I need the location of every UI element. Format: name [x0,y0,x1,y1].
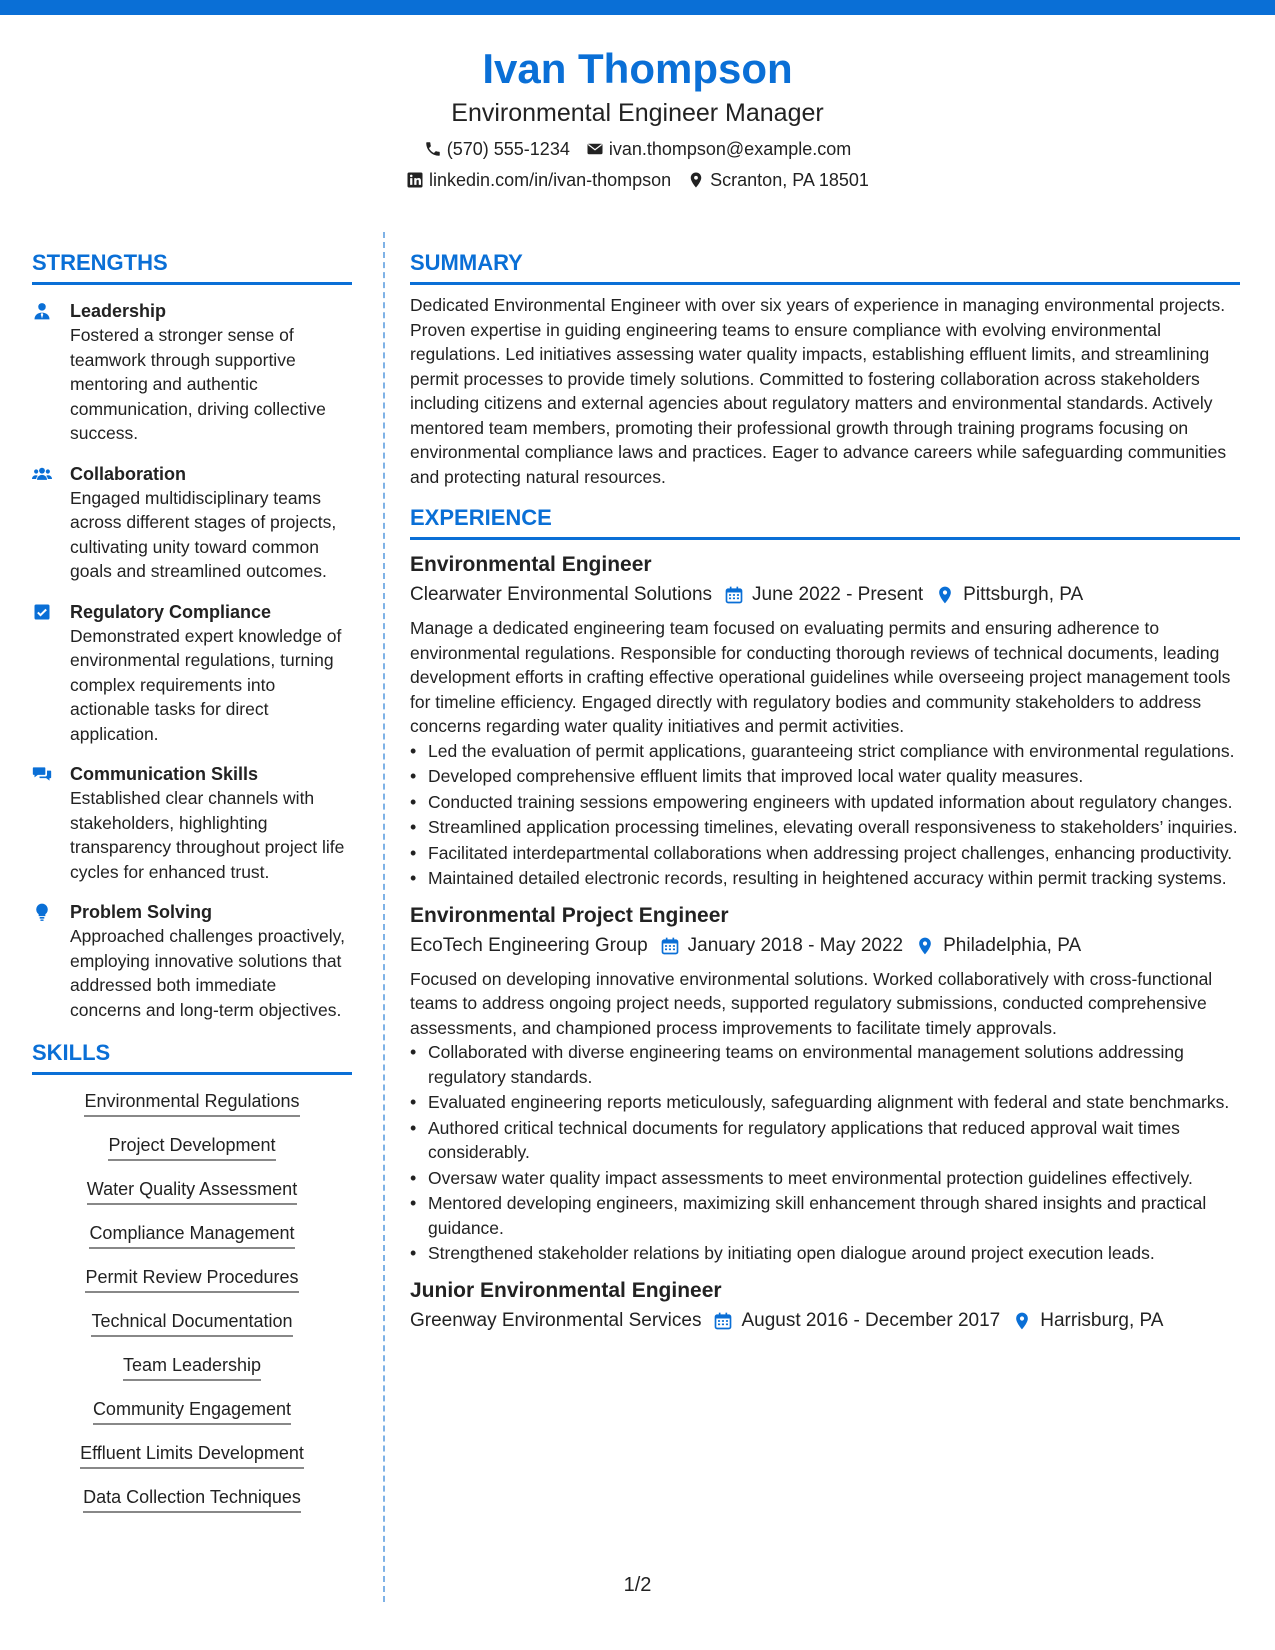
checkbox-icon [32,602,52,622]
map-pin-icon [935,585,955,605]
job-bullet: • Conducted training sessions empowering engineers with updated information about regulatory changes. [410,790,1240,815]
comments-icon [32,764,52,784]
job-bullet: • Mentored developing engineers, maximizing skill enhancement through shared insights and practical guidance. [410,1191,1240,1240]
job-bullet: • Facilitated interdepartmental collaborations when addressing project challenges, enhancing productivity. [410,841,1240,866]
strength-desc: Engaged multidisciplinary teams across different stages of projects, cultivating unity toward common goals and streamlined outcomes. [70,487,337,581]
strength-title: Regulatory Compliance [70,601,272,622]
calendar-icon [724,585,744,605]
lightbulb-icon [32,902,52,922]
job-entry [410,1276,1240,1336]
user-tie-icon [32,301,52,321]
job-title: Junior Environmental Engineer [410,1278,722,1302]
linkedin-contact[interactable] [406,169,671,191]
strength-title: Communication Skills [70,764,259,784]
map-pin-icon [915,936,935,956]
strength-item [32,600,352,747]
strength-item [32,762,352,884]
left-column [32,248,352,1529]
job-bullet: • Evaluated engineering reports meticulously, safeguarding alignment with federal and state benchmarks. [410,1090,1240,1115]
job-bullet: • Streamlined application processing timelines, elevating overall responsiveness to stakeholders’ inquiries. [410,815,1240,840]
job-meta [410,931,1240,961]
job-company: Greenway Environmental Services [410,1309,702,1331]
right-column [410,248,1240,1336]
map-pin-icon [1012,1311,1032,1331]
skill-tag: Water Quality Assessment [87,1177,297,1205]
strength-title: Problem Solving [70,902,213,922]
job-bullet: • Collaborated with diverse engineering teams on environmental management solutions addressing regulatory standards. [410,1040,1240,1089]
summary-text: Dedicated Environmental Engineer with over six years of experience in managing environmental projects. Proven expertise in guiding engineering teams to ensure compliance with evolving environmental regulations. Led initiatives assessing water quality impacts, establishing effluent limits, and streamlining permit processes to provide timely solutions. Committed to fostering collaboration across stakeholders including citizens and external agencies about regulatory matters and environmental standards. Actively mentored team members, promoting their professional growth through training programs focusing on environmental compliance laws and practices. Eager to advance careers while safeguarding communities and protecting natural resources. [410,295,1227,487]
skill-tag: Effluent Limits Development [80,1441,304,1469]
experience-heading: EXPERIENCE [410,503,1240,540]
strength-item [32,462,352,584]
skill-tag: Permit Review Procedures [85,1265,298,1293]
candidate-name: Ivan Thompson [482,45,793,92]
job-bullet: • Authored critical technical documents for regulatory applications that reduced approval wait times considerably. [410,1116,1240,1165]
page-number: 1/2 [623,1574,652,1596]
job-meta [410,1306,1240,1336]
envelope-icon [586,140,604,158]
job-dates: August 2016 - December 2017 [741,1309,1001,1331]
skill-tag: Team Leadership [123,1353,261,1381]
top-accent-bar [0,0,1275,15]
skill-tag: Project Development [108,1133,275,1161]
users-icon [32,464,52,484]
skill-tag: Environmental Regulations [84,1089,299,1117]
strength-desc: Fostered a stronger sense of teamwork through supportive mentoring and authentic communication, driving collective success. [70,325,326,443]
job-entry [410,901,1240,1266]
skill-tag: Technical Documentation [91,1309,292,1337]
job-bullet: • Maintained detailed electronic records, resulting in heightened accuracy within permit tracking systems. [410,866,1240,891]
skill-tag: Data Collection Techniques [83,1485,301,1513]
phone-icon [424,140,442,158]
calendar-icon [660,936,680,956]
job-bullets [410,1040,1240,1266]
strength-title: Leadership [70,301,167,321]
strength-desc: Approached challenges proactively, employing innovative solutions that addressed both immediate concerns and long-term objectives. [70,926,345,1020]
contact-row-1 [0,138,1275,160]
job-dates: January 2018 - May 2022 [687,934,904,956]
contact-row-2 [0,169,1275,191]
resume-header [0,40,1275,191]
job-meta [410,580,1240,610]
job-description: Focused on developing innovative environmental solutions. Worked collaboratively with cross-functional teams to address ongoing project needs, supported regulatory submissions, conducted comprehensive assessments, and championed process improvements to facilitate timely approvals. [410,968,1213,1038]
strengths-heading: STRENGTHS [32,248,352,285]
job-entry [410,550,1240,891]
strength-item [32,900,352,1022]
email-text[interactable]: ivan.thompson@example.com [608,139,852,159]
job-dates: June 2022 - Present [752,584,924,605]
job-company: EcoTech Engineering Group [410,934,648,956]
skills-list [32,1089,352,1529]
strengths-list [32,299,352,1022]
strength-title: Collaboration [70,463,186,484]
skills-heading: SKILLS [32,1038,352,1075]
strength-desc: Established clear channels with stakeholders, highlighting transparency throughout project life cycles for enhanced trust. [70,788,345,882]
job-bullet: • Developed comprehensive effluent limits that improved local water quality measures. [410,764,1240,789]
job-title: Environmental Engineer [410,553,652,576]
email-contact[interactable] [586,138,851,160]
skill-tag: Community Engagement [93,1397,291,1425]
strength-desc: Demonstrated expert knowledge of environmental regulations, turning complex requirements into actionable tasks for direct application. [70,625,342,744]
phone-contact [424,138,570,160]
job-bullet: • Oversaw water quality impact assessments to meet environmental protection guidelines effectively. [410,1166,1240,1191]
map-pin-icon [687,171,705,189]
job-location: Harrisburg, PA [1040,1309,1164,1331]
column-divider [383,232,385,1602]
job-company: Clearwater Environmental Solutions [410,584,713,605]
location-text: Scranton, PA 18501 [710,170,869,190]
linkedin-text[interactable]: linkedin.com/in/ivan-thompson [429,170,672,190]
job-bullet: • Strengthened stakeholder relations by initiating open dialogue around project execution leads. [410,1241,1240,1266]
job-title: Environmental Project Engineer [410,903,729,927]
job-location: Philadelphia, PA [943,934,1082,956]
summary-heading: SUMMARY [410,248,1240,285]
candidate-title: Environmental Engineer Manager [451,99,824,127]
strength-item [32,299,352,446]
job-description: Manage a dedicated engineering team focused on evaluating permits and ensuring adherence to environmental regulations. Responsible for conducting thorough reviews of technical documents, leading development efforts in crafting effective operational guidelines while overseeing project management tools for timeline efficiency. Engaged directly with regulatory bodies and community stakeholders to address concerns regarding water quality initiatives and permit activities. [410,618,1231,736]
job-bullet: • Led the evaluation of permit applications, guaranteeing strict compliance with environmental regulations. [410,739,1240,764]
location-contact [687,169,869,191]
linkedin-icon [406,171,424,189]
skill-tag: Compliance Management [89,1221,294,1249]
job-bullets [410,739,1240,891]
calendar-icon [713,1311,733,1331]
job-location: Pittsburgh, PA [963,584,1084,605]
phone-text: (570) 555-1234 [446,139,570,159]
